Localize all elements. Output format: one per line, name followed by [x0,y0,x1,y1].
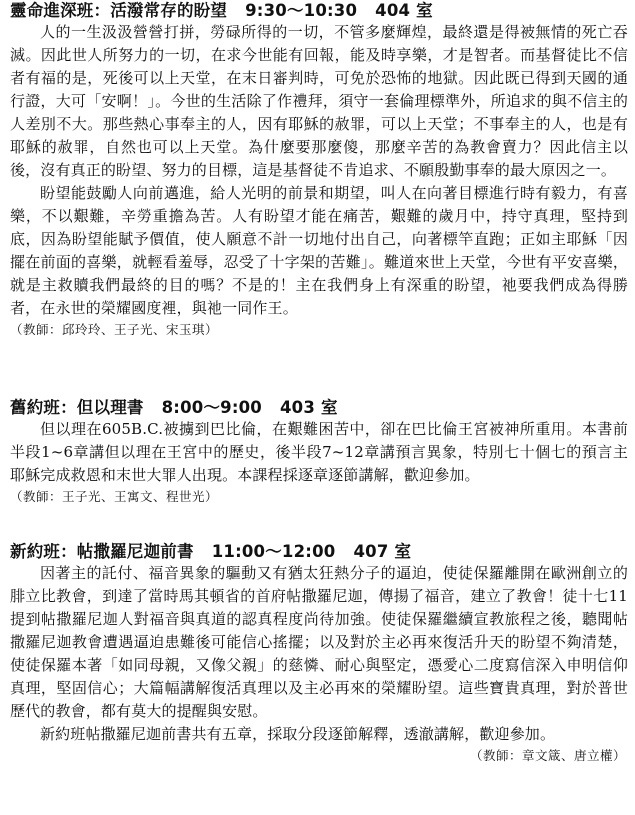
course-new-testament [10,542,628,766]
course-name: 舊約班：但以理書 [10,398,144,417]
course-title [10,542,628,562]
course-time: 11:00～12:00 [211,542,336,561]
course-description-paragraph: 盼望能鼓勵人向前邁進，給人光明的前景和期望，叫人在向著目標進行時有毅力，有喜樂，不以艱難，辛勞重擔為苦。人有盼望才能在痛苦，艱難的歲月中，持守真理，堅持到底，因為盼望能賦予價值，使人願意不計一切地付出自己，向著標竿直跑；正如主耶穌「因擺在前面的喜樂，就輕看羞辱，忍受了十字架的苦難」。難道來世上天堂，今世有平安喜樂，就是主救贖我們最終的目的嗎？不是的！主在我們身上有深重的盼望，祂要我們成為得勝者，在永世的榮耀國度裡，與祂一同作王。 [10,184,628,317]
course-spiritual-growth [10,1,628,340]
course-old-testament [10,398,628,507]
course-name: 靈命進深班：活潑常存的盼望 [10,1,228,20]
course-description-paragraph: 人的一生汲汲營營打拼，勞碌所得的一切，不管多麼輝煌，最終還是得被無情的死亡吞滅。因此世人所努力的一切，在求今世能有回報，能及時享樂，才是智者。而基督徒比不信者有福的是，死後可以上天堂，在末日審判時，可免於恐怖的地獄。因此既已得到天國的通行證，大可「安啊！」。今世的生活除了作禮拜，須守一套倫理標準外，所追求的與不信主的人差別不大。那些熱心事奉主的人，因有耶穌的赦罪，可以上天堂；不事奉主的人，也是有耶穌的赦罪，自然也可以上天堂。為什麼要那麼傻，那麼辛苦的為教會賣力？因此信主以後，沒有真正的盼望、努力的目標，這是基督徒不肯追求、不願殷勤事奉的最大原因之一。 [10,23,628,179]
course-room: 407 室 [353,542,412,561]
course-description-paragraph: 新約班帖撒羅尼迦前書共有五章，採取分段逐節解釋，透澈講解，歡迎參加。 [40,725,556,743]
course-room: 404 室 [375,1,433,20]
course-title [10,1,628,21]
course-name: 新約班：帖撒羅尼迦前書 [10,542,194,561]
course-teachers: （教師：邱玲玲、王子光、宋玉琪） [10,322,219,337]
course-title [10,398,628,418]
course-room: 403 室 [280,398,338,417]
course-description-paragraph: 但以理在605B.C.被擄到巴比倫，在艱難困苦中，卻在巴比倫王宮被神所重用。本書前半段1~6章講但以理在王宮中的歷史，後半段7~12章講預言異象，特別七十個七的預言主耶穌完成救恩和末世大罪人出現。本課程採逐章逐節講解，歡迎參加。 [10,420,628,484]
course-teachers: （教師：王子光、王寓文、程世光） [10,489,219,504]
course-time: 8:00～9:00 [161,398,262,417]
course-description-paragraph: 因著主的託付、福音異象的驅動又有猶太狂熱分子的逼迫，使徒保羅離開在歐洲創立的腓立比教會，到達了當時馬其頓省的首府帖撒羅尼迦，傳揚了福音，建立了教會！徒十七11提到帖撒羅尼迦人對福音與真道的認真程度尚待加強。使徒保羅繼續宣教旅程之後，聽聞帖撒羅尼迦教會遭遇逼迫患難後可能信心搖擺；以及對於主必再來復活升天的盼望不夠清楚，使徒保羅本著「如同母親，又像父親」的慈憐、耐心與堅定，憑愛心二度寫信深入申明信仰真理，堅固信心；大篇幅講解復活真理以及主必再來的榮耀盼望。這些寶貴真理，對於普世歷代的教會，都有莫大的提醒與安慰。 [10,564,628,720]
course-teachers: （教師：章文箴、唐立權） [469,748,626,763]
course-time: 9:30～10:30 [245,1,358,20]
